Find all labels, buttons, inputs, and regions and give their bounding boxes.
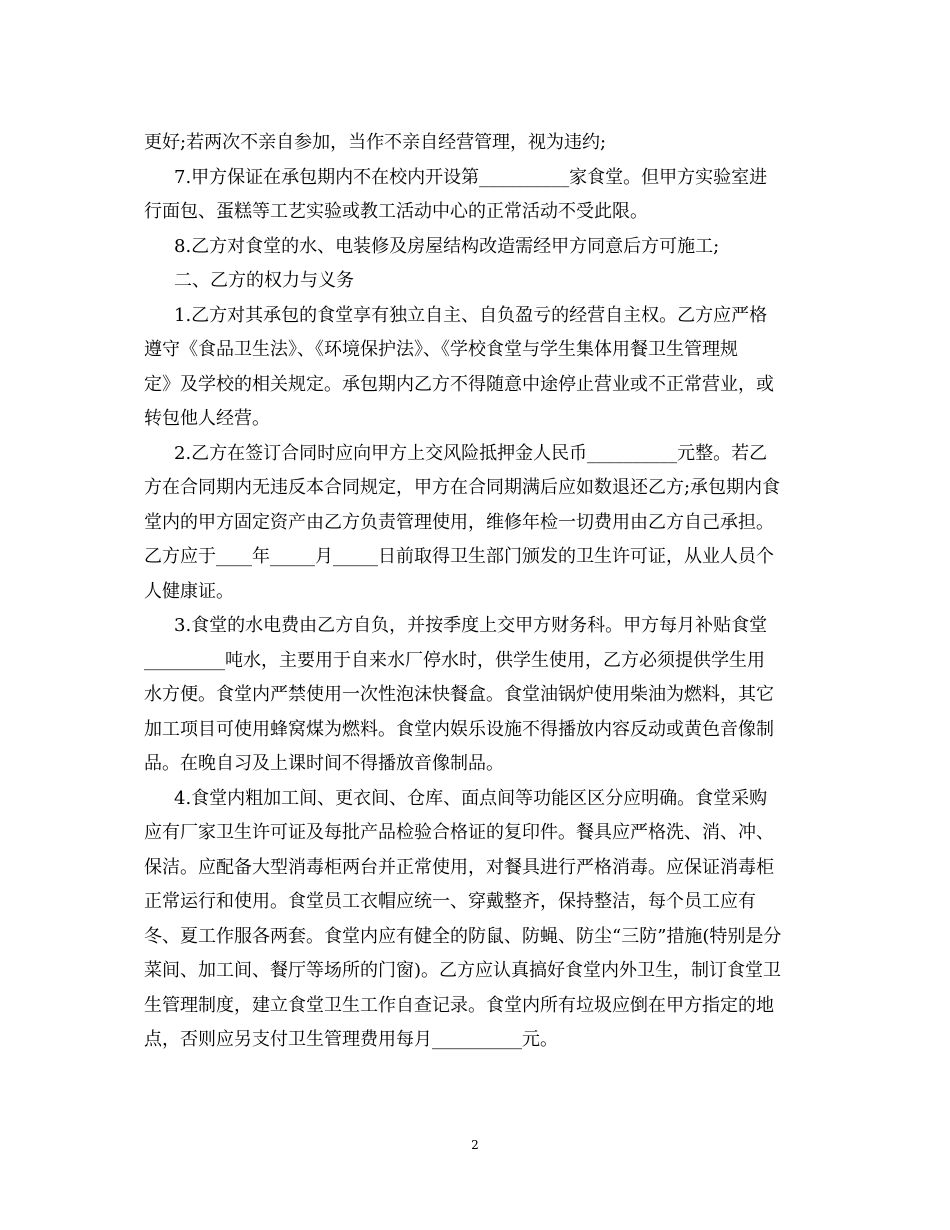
text-line: 遵守《食品卫生法》、《环境保护法》、《学校食堂与学生集体用餐卫生管理规 xyxy=(144,339,738,360)
page-number: 2 xyxy=(471,1138,479,1152)
text-line: 乙方应于____年_____月_____日前取得卫生部门颁发的卫生许可证，从业人员个 xyxy=(144,546,774,567)
text-line: 应有厂家卫生许可证及每批产品检验合格证的复印件。餐具应严格洗、消、冲、 xyxy=(144,822,774,843)
text-line: 定》及学校的相关规定。承包期内乙方不得随意中途停止营业或不正常营业，或 xyxy=(144,373,774,395)
text-line: 保洁。应配备大型消毒柜两台并正常使用，对餐具进行严格消毒。应保证消毒柜 xyxy=(144,856,774,878)
text-line: 更好;若两次不亲自参加，当作不亲自经营管理，视为违约; xyxy=(144,132,607,153)
text-line: 水方便。食堂内严禁使用一次性泡沫快餐盒。食堂油锅炉使用柴油为燃料，其它 xyxy=(144,684,774,705)
text-line: 二、乙方的权力与义务 xyxy=(174,270,354,291)
text-line: 堂内的甲方固定资产由乙方负责管理使用，维修年检一切费用由乙方自己承担。 xyxy=(144,511,774,533)
text-line: 行面包、蛋糕等工艺实验或教工活动中心的正常活动不受此限。 xyxy=(144,201,648,222)
text-line: 点，否则应另支付卫生管理费用每月__________元。 xyxy=(144,1029,558,1050)
text-line: 人健康证。 xyxy=(144,580,234,602)
text-line: 生管理制度，建立食堂卫生工作自查记录。食堂内所有垃圾应倒在甲方指定的地 xyxy=(144,994,774,1016)
document-body xyxy=(144,126,812,1058)
text-line: 冬、夏工作服各两套。食堂内应有健全的防鼠、防蝇、防尘“三防”措施(特别是分 xyxy=(144,925,782,947)
text-line: _________吨水，主要用于自来水厂停水时，供学生使用，乙方必须提供学生用 xyxy=(144,649,765,671)
text-line: 3.食堂的水电费由乙方自负，并按季度上交甲方财务科。甲方每月补贴食堂 xyxy=(174,615,768,636)
text-line: 菜间、加工间、餐厅等场所的门窗)。乙方应认真搞好食堂内外卫生，制订食堂卫 xyxy=(144,960,782,981)
text-line: 转包他人经营。 xyxy=(144,408,270,429)
text-line: 4.食堂内粗加工间、更衣间、仓库、面点间等功能区区分应明确。食堂采购 xyxy=(174,787,768,809)
text-line: 正常运行和使用。食堂员工衣帽应统一、穿戴整齐，保持整洁，每个员工应有 xyxy=(144,891,756,912)
text-line: 2.乙方在签订合同时应向甲方上交风险抵押金人民币__________元整。若乙 xyxy=(174,442,768,464)
text-line: 8.乙方对食堂的水、电装修及房屋结构改造需经甲方同意后方可施工; xyxy=(174,235,720,257)
text-line: 加工项目可使用蜂窝煤为燃料。食堂内娱乐设施不得播放内容反动或黄色音像制 xyxy=(144,718,774,740)
text-line: 1.乙方对其承包的食堂享有独立自主、自负盈亏的经营自主权。乙方应严格 xyxy=(174,304,768,326)
text-line: 方在合同期内无违反本合同规定，甲方在合同期满后应如数退还乙方;承包期内食 xyxy=(144,477,781,498)
text-line: 7.甲方保证在承包期内不在校内开设第__________家食堂。但甲方实验室进 xyxy=(174,166,768,188)
text-line: 品。在晚自习及上课时间不得播放音像制品。 xyxy=(144,753,504,774)
